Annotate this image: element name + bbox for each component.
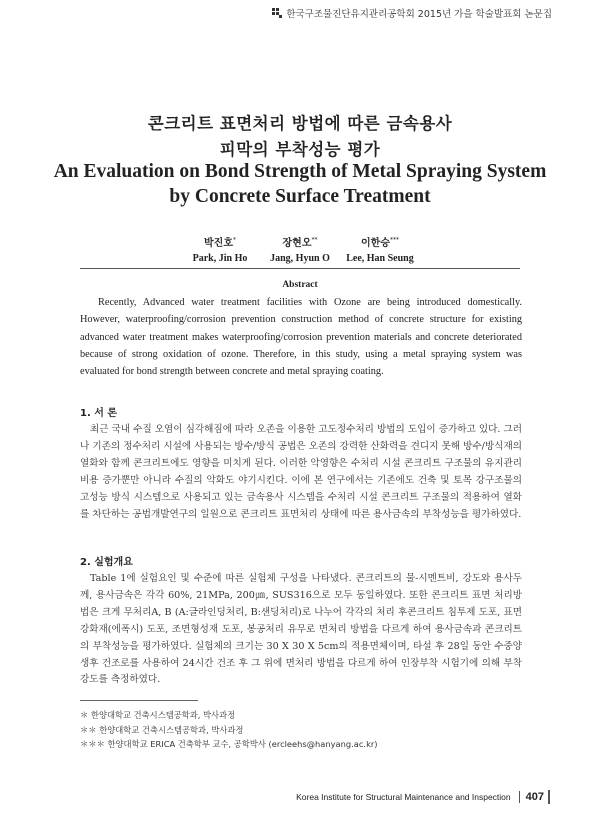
abstract-heading: Abstract bbox=[282, 280, 318, 290]
author-1-name-ko: 박진호 bbox=[204, 238, 233, 249]
footer-institution: Korea Institute for Structural Maintenance and Inspection bbox=[296, 792, 511, 802]
journal-header-text: 한국구조물진단유지관리공학회 2015년 가을 학술발표회 논문집 bbox=[286, 9, 552, 20]
header-mark-icon bbox=[272, 8, 282, 18]
footnote-3: ＊＊＊ 한양대학교 ERICA 건축학부 교수, 공학박사 (ercleehs@hanyang.ac.kr) bbox=[80, 739, 378, 749]
author-3 bbox=[342, 234, 418, 264]
title-korean-line2: 피막의 부착성능 평가 bbox=[219, 140, 381, 159]
author-1 bbox=[182, 234, 258, 264]
author-list bbox=[0, 234, 600, 264]
title-divider bbox=[80, 268, 520, 269]
footnote-2: ＊＊ 한양대학교 건축시스템공학과, 박사과정 bbox=[80, 724, 244, 735]
author-3-name-en: Lee, Han Seung bbox=[346, 253, 414, 264]
section-1-heading: 1. 서 론 bbox=[80, 408, 118, 419]
title-korean-line1: 콘크리트 표면처리 방법에 따른 금속용사 bbox=[147, 114, 453, 133]
author-3-name-ko: 이한승 bbox=[361, 238, 390, 249]
journal-header bbox=[272, 6, 552, 20]
section-1-text: 최근 국내 수질 오염이 심각해짐에 따라 오존을 이용한 고도정수처리 방법의 도입이 증가하고 있다. 그러나 기존의 정수처리 시설에 사용되는 방수/방식 공법은 오존의 강력한 산화력을 견디지 못해 방수/방식재의 열화와 함께 콘크리트에도 영향을 미치게 된다. 이러한 악영향은 수처리 시설 콘크리트 구조물의 유지관리 비용 증가뿐만 아니라 수질의 악화도 야기시킨다. 이에 본 연구에서는 기존에도 건축 및 토목 강구조물의 고성능 방식 시스템으로 사용되고 있는 금속용사 시스템을 수처리 시설 콘크리트 구조물의 적용하여 열화를 차단하는 공법개발연구의 일원으로 콘크리트 표면처리 상태에 따른 용사금속의 부착성능을 평가하였다. bbox=[80, 424, 522, 520]
page-footer bbox=[296, 790, 550, 804]
author-3-mark: *** bbox=[389, 236, 399, 244]
title-english-line2: by Concrete Surface Treatment bbox=[169, 186, 431, 207]
author-2 bbox=[262, 234, 338, 264]
section-2-text: Table 1에 실험요인 및 수준에 따른 실험체 구성을 나타냈다. 콘크리트의 물-시멘트비, 강도와 용사두께, 용사금속은 각각 60%, 21MPa, 200㎛, SUS316으로 모두 동일하였다. 또한 콘크리트 표면 처리방법은 크게 무처리A, B (A:글라인딩처리, B:샌딩처리)로 나누어 각각의 처리 후콘크리트 침투제 도포, 표면강화재(에폭시) 도포, 조면형성재 도포, 봉공처리 유무로 면처리 방법을 다르게 하여 용사금속과 콘크리트의 부착성능을 평가하였다. 실험체의 크기는 30 X 30 X 5cm의 적용면체이며, 타설 후 28일 동안 수중양생후 건조로를 사용하여 24시간 건조 후 그 위에 면처리 방법을 다르게 하여 인장부착 시험기에 의해 부착강도를 측정하였다. bbox=[80, 573, 522, 686]
footnote-1: ＊ 한양대학교 건축시스템공학과, 박사과정 bbox=[80, 710, 236, 720]
author-2-name-en: Jang, Hyun O bbox=[270, 253, 330, 264]
footnotes bbox=[80, 708, 378, 752]
footer-bar bbox=[548, 790, 550, 804]
section-2-heading: 2. 실험개요 bbox=[80, 557, 133, 568]
author-1-name-en: Park, Jin Ho bbox=[192, 253, 248, 264]
abstract-text: Recently, Advanced water treatment facilities with Ozone are being introduced domestically. However, waterproofing/corrosion prevention construction method of concrete structure for existing advanced water treatment makes waterproofing/corrosion prevention materials and concrete deteriorated because of strong oxidation of ozone. Therefore, in this study, using a metal spraying system was evaluated for bond strength between concrete and metal spraying coating. bbox=[80, 297, 522, 378]
footnote-divider bbox=[80, 700, 198, 701]
author-2-name-ko: 장현오 bbox=[282, 238, 312, 249]
title-english-line1: An Evaluation on Bond Strength of Metal Spraying System bbox=[53, 161, 547, 182]
author-2-mark: ** bbox=[311, 236, 318, 244]
page-number: 407 bbox=[519, 791, 544, 803]
author-1-mark: * bbox=[232, 236, 236, 244]
